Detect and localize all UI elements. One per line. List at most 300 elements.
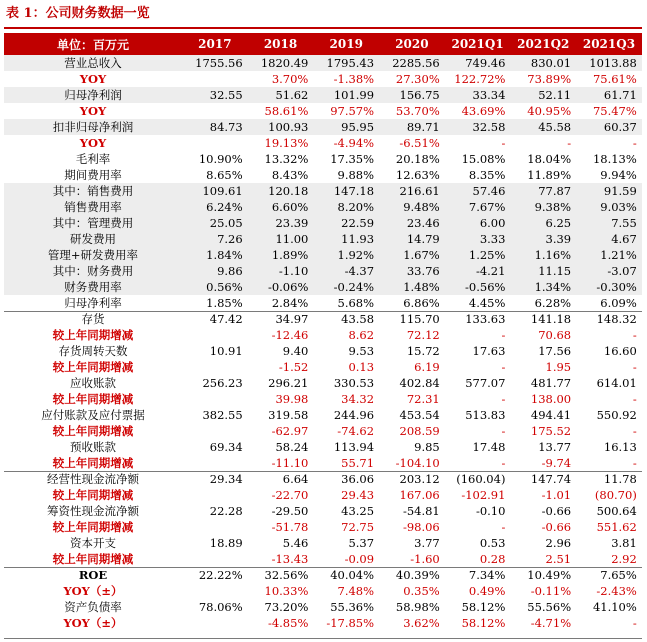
group-separator [4,471,642,472]
row-value: 9.53 [348,344,375,358]
row-value: 32.56% [264,568,309,582]
row-value: 58.12% [461,616,506,630]
row-value: - [632,424,637,438]
row-value: 15.72 [406,344,440,358]
row-value: 494.41 [530,408,572,422]
row-value: 0.56% [206,280,243,294]
title-underline [4,27,642,29]
table-row [4,391,642,407]
row-value: -0.56% [465,280,506,294]
table-row [4,167,642,183]
row-value: 1795.43 [326,56,375,70]
row-value: 577.07 [465,376,506,390]
row-value: 16.13 [603,440,637,454]
row-value: 7.34% [468,568,506,582]
row-value: 6.24% [206,200,243,214]
table-row [4,151,642,167]
row-value: -0.66 [541,504,572,518]
row-value: 256.23 [202,376,243,390]
row-value: - [632,328,637,342]
table-row [4,535,642,551]
row-value: 3.81 [611,536,637,550]
row-value: 10.91 [209,344,243,358]
row-value: 36.06 [341,472,375,486]
row-value: 141.18 [530,312,572,326]
row-value: 12.63% [395,168,440,182]
row-value: -98.06 [402,520,440,534]
row-value: 5.68% [337,296,375,310]
row-value: 73.20% [264,600,309,614]
row-value: -1.60 [410,552,440,566]
row-value: 23.46 [406,216,440,230]
row-value: 9.86 [217,264,243,278]
table-row [4,295,642,311]
row-value: 13.32% [264,152,309,166]
row-label: 较上年同期增减 [52,552,134,566]
table-row [4,311,642,327]
row-value: -0.30% [596,280,637,294]
table-row [4,487,642,503]
table-row [4,439,642,455]
row-label: 归母净利率 [64,296,122,310]
row-value: -0.10 [475,504,506,518]
row-value: 9.40 [282,344,309,358]
row-value: 55.36% [330,600,375,614]
row-label: 资本开支 [70,536,116,550]
row-value: 382.55 [202,408,243,422]
table-row [4,519,642,535]
table-row [4,599,642,615]
row-value: - [632,456,637,470]
row-value: 2.51 [545,552,572,566]
row-value: 4.67 [611,232,637,246]
row-value: 500.64 [596,504,637,518]
row-value: - [632,360,637,374]
row-value: 147.18 [333,184,375,198]
table-row [4,215,642,231]
table-row [4,199,642,215]
row-value: 69.34 [209,440,243,454]
row-value: 208.59 [399,424,440,438]
row-value: -1.52 [278,360,309,374]
row-value: 41.10% [592,600,637,614]
row-value: 6.00 [479,216,506,230]
row-value: 1.95 [545,360,572,374]
row-value: 8.62 [348,328,375,342]
row-value: 1.85% [206,296,243,310]
row-value: 57.46 [472,184,506,198]
row-label: 销售费用率 [64,200,122,214]
row-value: 19.13% [264,136,309,150]
row-value: 148.32 [596,312,637,326]
row-value: 175.52 [530,424,572,438]
row-value: 6.09% [600,296,637,310]
row-value: 32.58 [472,120,506,134]
row-value: -1.01 [541,488,572,502]
row-value: 6.64 [282,472,309,486]
row-value: - [501,456,506,470]
row-value: 8.35% [468,168,506,182]
row-value: -29.50 [271,504,309,518]
row-value: 55.56% [527,600,572,614]
header-year: 2017 [198,37,232,51]
row-value: 167.06 [399,488,440,502]
row-value: 9.38% [534,200,572,214]
row-value: -0.66 [541,520,572,534]
row-value: 8.20% [337,200,375,214]
row-value: 133.63 [465,312,506,326]
table-row [4,87,642,103]
table-header [4,33,642,55]
row-value: 11.93 [341,232,375,246]
row-value: 75.61% [592,72,637,86]
row-value: 11.78 [603,472,637,486]
row-value: -104.10 [395,456,440,470]
row-label: 应收账款 [70,376,116,390]
table-row [4,55,642,71]
row-value: 6.25 [545,216,572,230]
row-value: - [501,328,506,342]
row-value: 11.89% [527,168,572,182]
row-value: -9.74 [541,456,572,470]
header-year: 2018 [263,37,298,51]
row-value: 8.43% [271,168,309,182]
row-value: 9.48% [403,200,440,214]
row-value: 17.35% [330,152,375,166]
row-value: 13.77 [538,440,572,454]
row-value: 1.48% [403,280,440,294]
row-value: 156.75 [399,88,440,102]
table-row [4,551,642,567]
row-value: 6.19 [414,360,440,374]
table-row [4,279,642,295]
table-row [4,423,642,439]
row-value: 58.12% [461,600,506,614]
row-value: 22.28 [209,504,243,518]
row-value: 203.12 [399,472,440,486]
row-value: 109.61 [202,184,243,198]
row-value: 115.70 [399,312,440,326]
header-year: 2019 [329,37,363,51]
row-value: 0.49% [468,584,506,598]
row-value: - [501,136,506,150]
row-value: 8.65% [206,168,243,182]
row-value: 29.43 [341,488,375,502]
row-value: 78.06% [198,600,243,614]
row-value: 32.55 [209,88,243,102]
row-value: 95.95 [341,120,375,134]
header-year: 2021Q1 [451,37,504,51]
row-label: YOY [79,104,107,118]
table-row [4,471,642,487]
row-value: -1.38% [333,72,375,86]
row-value: 43.25 [341,504,375,518]
row-label: YOY（±） [63,584,123,598]
table-body [4,55,642,631]
row-label: 资产负债率 [64,600,122,614]
table-bottom-rule [4,638,642,639]
row-value: 830.01 [530,56,572,70]
table-row [4,183,642,199]
row-value: 244.96 [333,408,375,422]
row-value: 72.12 [406,328,440,342]
table-row [4,615,642,631]
row-value: 53.70% [395,104,440,118]
row-value: 89.71 [406,120,440,134]
row-value: 5.37 [348,536,375,550]
row-label: YOY [79,136,107,150]
row-value: 17.56 [538,344,572,358]
row-value: -17.85% [326,616,375,630]
row-value: 40.04% [330,568,375,582]
table-row [4,503,642,519]
row-value: 1.25% [468,248,506,262]
row-value: 9.03% [600,200,637,214]
row-value: 3.77 [414,536,440,550]
table-row [4,247,642,263]
row-value: 55.71 [341,456,375,470]
row-value: 34.32 [341,392,375,406]
row-value: 2.92 [611,552,637,566]
row-value: 84.73 [209,120,243,134]
row-value: 1013.88 [589,56,637,70]
header-year: 2020 [395,37,429,51]
row-value: 3.33 [479,232,506,246]
row-label: 较上年同期增减 [52,520,134,534]
row-value: 73.89% [527,72,572,86]
row-value: 296.21 [268,376,309,390]
row-value: - [501,424,506,438]
row-value: 0.13 [348,360,375,374]
row-label: 其中：销售费用 [52,184,134,198]
table-row [4,103,642,119]
row-value: - [501,360,506,374]
row-value: 6.60% [271,200,309,214]
row-value: 61.71 [603,88,637,102]
row-value: 2.84% [271,296,309,310]
row-label: 期间费用率 [64,168,122,182]
header-year: 2021Q2 [517,37,570,51]
row-value: 122.72% [454,72,506,86]
row-value: 40.95% [527,104,572,118]
row-value: 25.05 [209,216,243,230]
row-label: 应付账款及应付票据 [41,408,145,422]
table-row [4,359,642,375]
header-year: 2021Q3 [582,37,636,51]
row-value: 1.89% [271,248,309,262]
row-label: 研发费用 [70,232,116,246]
row-label: 其中：财务费用 [52,264,134,278]
table-row [4,567,642,583]
row-value: 2.96 [545,536,572,550]
row-value: 58.24 [275,440,309,454]
row-value: -12.46 [271,328,309,342]
row-value: 6.86% [403,296,440,310]
row-value: - [501,520,506,534]
row-value: 97.57% [330,104,375,118]
row-value: 72.75 [341,520,375,534]
row-label: 较上年同期增减 [52,328,134,342]
row-value: 513.83 [465,408,506,422]
row-value: 20.18% [395,152,440,166]
row-value: 10.49% [527,568,572,582]
row-label: ROE [78,568,108,582]
row-value: 70.68 [538,328,572,342]
row-value: 7.48% [337,584,375,598]
table-title: 表 1：公司财务数据一览 [6,6,150,21]
row-value: 453.54 [399,408,440,422]
group-separator [4,311,642,312]
row-value: 11.00 [275,232,309,246]
row-value: - [632,392,637,406]
row-value: 7.55 [611,216,637,230]
row-value: 75.47% [592,104,637,118]
row-label: 归母净利润 [64,88,122,102]
row-value: 33.34 [472,88,506,102]
row-label: 预收账款 [70,440,116,454]
row-value: 3.62% [403,616,440,630]
row-value: 23.39 [275,216,309,230]
row-value: 1.67% [403,248,440,262]
row-value: 29.34 [209,472,243,486]
row-value: 18.13% [592,152,637,166]
row-value: 60.37 [603,120,637,134]
row-value: -0.09 [344,552,375,566]
row-value: - [632,616,637,630]
row-value: 45.58 [538,120,572,134]
row-value: 1.16% [534,248,572,262]
row-value: 15.08% [461,152,506,166]
row-value: 58.61% [264,104,309,118]
row-value: -1.10 [278,264,309,278]
row-label: 筹资性现金流净额 [47,504,139,518]
row-value: 16.60 [603,344,637,358]
row-value: (160.04) [456,472,506,486]
row-value: -4.94% [333,136,375,150]
row-label: 较上年同期增减 [52,360,134,374]
row-value: 6.28% [534,296,572,310]
row-value: -4.21 [475,264,506,278]
row-value: -0.06% [267,280,309,294]
row-value: - [567,136,572,150]
row-value: -51.78 [271,520,309,534]
row-value: 0.35% [403,584,440,598]
row-value: 58.98% [395,600,440,614]
row-value: 749.46 [465,56,506,70]
row-value: 34.97 [275,312,309,326]
row-value: 113.94 [333,440,375,454]
row-value: 11.15 [538,264,572,278]
table-row [4,583,642,599]
row-value: 43.58 [341,312,375,326]
row-value: 33.76 [406,264,440,278]
row-value: 120.18 [268,184,309,198]
row-value: 17.48 [472,440,506,454]
row-value: -4.85% [267,616,309,630]
table-row [4,263,642,279]
row-value: -0.11% [530,584,572,598]
row-label: 较上年同期增减 [52,392,134,406]
row-value: 17.63 [472,344,506,358]
table-row [4,375,642,391]
row-value: 138.00 [530,392,572,406]
row-value: 10.33% [264,584,309,598]
row-label: 扣非归母净利润 [52,120,134,134]
row-value: 481.77 [530,376,572,390]
row-value: 77.87 [538,184,572,198]
row-value: -0.24% [333,280,375,294]
row-value: 147.74 [530,472,572,486]
row-label: 存货周转天数 [58,344,128,358]
row-label: 较上年同期增减 [52,488,134,502]
row-label: YOY（±） [63,616,123,630]
row-value: 22.22% [198,568,243,582]
group-separator [4,567,642,568]
row-value: 9.88% [337,168,375,182]
row-value: 1.34% [534,280,572,294]
header-unit-label: 单位：百万元 [56,37,129,52]
row-value: 22.59 [341,216,375,230]
row-value: -13.43 [271,552,309,566]
row-value: 0.53 [479,536,506,550]
row-label: 较上年同期增减 [52,456,134,470]
table-row [4,343,642,359]
row-value: 550.92 [596,408,637,422]
table-row [4,71,642,87]
row-value: 1820.49 [260,56,309,70]
row-value: -4.71% [530,616,572,630]
table-row [4,119,642,135]
row-value: -4.37 [344,264,375,278]
row-label: 较上年同期增减 [52,424,134,438]
table-row [4,231,642,247]
row-label: 经营性现金流净额 [47,472,139,486]
row-value: 91.59 [603,184,637,198]
row-value: -3.07 [607,264,637,278]
row-value: 1.21% [600,248,637,262]
row-value: -22.70 [271,488,309,502]
row-value: 47.42 [209,312,243,326]
row-value: 319.58 [268,408,309,422]
row-value: 43.69% [461,104,506,118]
row-value: -11.10 [271,456,309,470]
row-value: 614.01 [596,376,637,390]
row-value: 100.93 [268,120,309,134]
row-value: 9.85 [414,440,440,454]
row-value: 216.61 [399,184,440,198]
row-value: 1.84% [206,248,243,262]
row-value: 18.04% [527,152,572,166]
row-value: - [632,136,637,150]
table-row [4,327,642,343]
row-value: 18.89 [209,536,243,550]
row-value: 7.65% [600,568,637,582]
row-value: 3.39 [545,232,572,246]
row-value: 72.31 [406,392,440,406]
row-value: 51.62 [275,88,309,102]
row-label: 财务费用率 [64,280,122,294]
table-row [4,407,642,423]
row-value: 4.45% [468,296,506,310]
row-value: 402.84 [399,376,440,390]
row-value: 40.39% [395,568,440,582]
row-value: 7.26 [217,232,243,246]
row-value: 2285.56 [392,56,440,70]
row-value: 1.92% [337,248,375,262]
row-value: 3.70% [271,72,309,86]
table-row [4,455,642,471]
row-value: 0.28 [479,552,506,566]
